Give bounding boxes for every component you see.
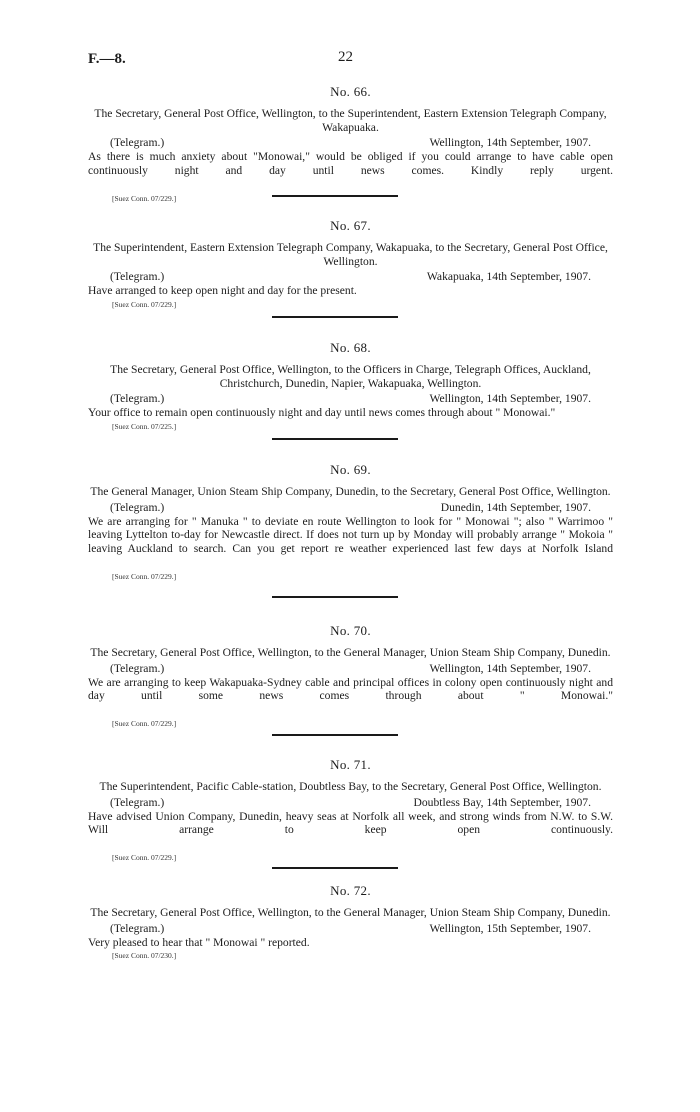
place-date: Wellington, 15th September, 1907. [429,921,591,935]
page-reference: F.—8. [88,51,126,67]
telegram-label: (Telegram.) [110,795,165,809]
place-date: Wakapuaka, 14th September, 1907. [426,270,591,284]
telegram-label: (Telegram.) [110,392,165,406]
file-reference: [Suez Conn. 07/225.] [112,422,177,432]
message-body: As there is much anxiety about "Monowai," would be obliged if you could arrange to have cable open continuously night and day until news comes. Kindly reply urgent. [88,150,613,178]
entry-number: No. 72. [330,883,371,898]
telegram-line [88,501,613,515]
telegram-entry [88,623,613,728]
entry-header: The General Manager, Union Steam Ship Company, Dunedin, to the Secretary, General Post Office, Wellington. [90,484,611,498]
telegram-entry [88,218,613,309]
telegram-label: (Telegram.) [110,500,165,514]
message-body: Very pleased to hear that " Monowai " reported. [88,935,310,949]
telegram-entry [88,883,613,960]
entry-number: No. 71. [330,757,371,772]
place-date: Wellington, 14th September, 1907. [429,136,591,150]
section-divider [272,316,398,318]
section-divider [272,734,398,736]
place-date: Doubtless Bay, 14th September, 1907. [413,795,591,809]
entry-header: The Secretary, General Post Office, Wellington, to the General Manager, Union Steam Ship Company, Dunedin. [90,905,611,919]
telegram-line [88,796,613,810]
entry-number: No. 67. [330,218,371,233]
telegram-entry [88,757,613,862]
telegram-line [88,662,613,676]
section-divider [272,867,398,869]
place-date: Wellington, 14th September, 1907. [429,661,591,675]
message-body: Your office to remain open continuously night and day until news comes through about " Monowai." [88,406,556,420]
place-date: Dunedin, 14th September, 1907. [440,500,591,514]
entry-header: The Secretary, General Post Office, Wellington, to the Officers in Charge, Telegraph Offices, Auckland, Christchurch, Dunedin, Napier, Wakapuaka, Wellington. [110,362,591,390]
entry-header: The Superintendent, Pacific Cable-station, Doubtless Bay, to the Secretary, General Post Office, Wellington. [99,779,602,793]
telegram-line [88,922,613,936]
file-reference: [Suez Conn. 07/229.] [112,194,177,204]
file-reference: [Suez Conn. 07/229.] [112,853,177,863]
entry-number: No. 68. [330,340,371,355]
file-reference: [Suez Conn. 07/230.] [112,951,177,961]
message-body: Have arranged to keep open night and day for the present. [88,284,357,298]
section-divider [272,438,398,440]
entry-header: The Secretary, General Post Office, Wellington, to the Superintendent, Eastern Extension Telegraph Company, Wakapuaka. [94,106,607,134]
entry-header: The Secretary, General Post Office, Wellington, to the General Manager, Union Steam Ship Company, Dunedin. [90,645,611,659]
entry-header: The Superintendent, Eastern Extension Telegraph Company, Wakapuaka, to the Secretary, General Post Office, Wellington. [93,240,608,268]
file-reference: [Suez Conn. 07/229.] [112,719,177,729]
section-divider [272,195,398,197]
telegram-line [88,136,613,150]
telegram-entry [88,84,613,203]
entry-number: No. 69. [330,462,371,477]
telegram-label: (Telegram.) [110,921,165,935]
telegram-entry [88,462,613,581]
telegram-line [88,270,613,284]
telegram-label: (Telegram.) [110,661,165,675]
place-date: Wellington, 14th September, 1907. [429,392,591,406]
telegram-line [88,392,613,406]
section-divider [272,596,398,598]
message-body: We are arranging to keep Wakapuaka-Sydney cable and principal offices in colony open continuously night and day until some news comes through about " Monowai." [88,675,613,703]
entry-number: No. 70. [330,623,371,638]
telegram-entry [88,340,613,431]
entry-number: No. 66. [330,84,371,99]
page-number: 22 [338,49,353,65]
file-reference: [Suez Conn. 07/229.] [112,572,177,582]
telegram-label: (Telegram.) [110,270,165,284]
message-body: Have advised Union Company, Dunedin, heavy seas at Norfolk all week, and strong winds from N.W. to S.W. Will arrange to keep open continuously. [88,809,613,837]
telegram-label: (Telegram.) [110,136,165,150]
file-reference: [Suez Conn. 07/229.] [112,300,177,310]
message-body: We are arranging for " Manuka " to deviate en route Wellington to look for " Monowai "; also " Warrimoo " leaving Lyttelton to-day for Newcastle direct. If does not turn up by Monday will probably arrange " Mokoia " leaving Auckland to search. Can you get report re weather experienced last few days at Norfolk Island [88,514,613,556]
